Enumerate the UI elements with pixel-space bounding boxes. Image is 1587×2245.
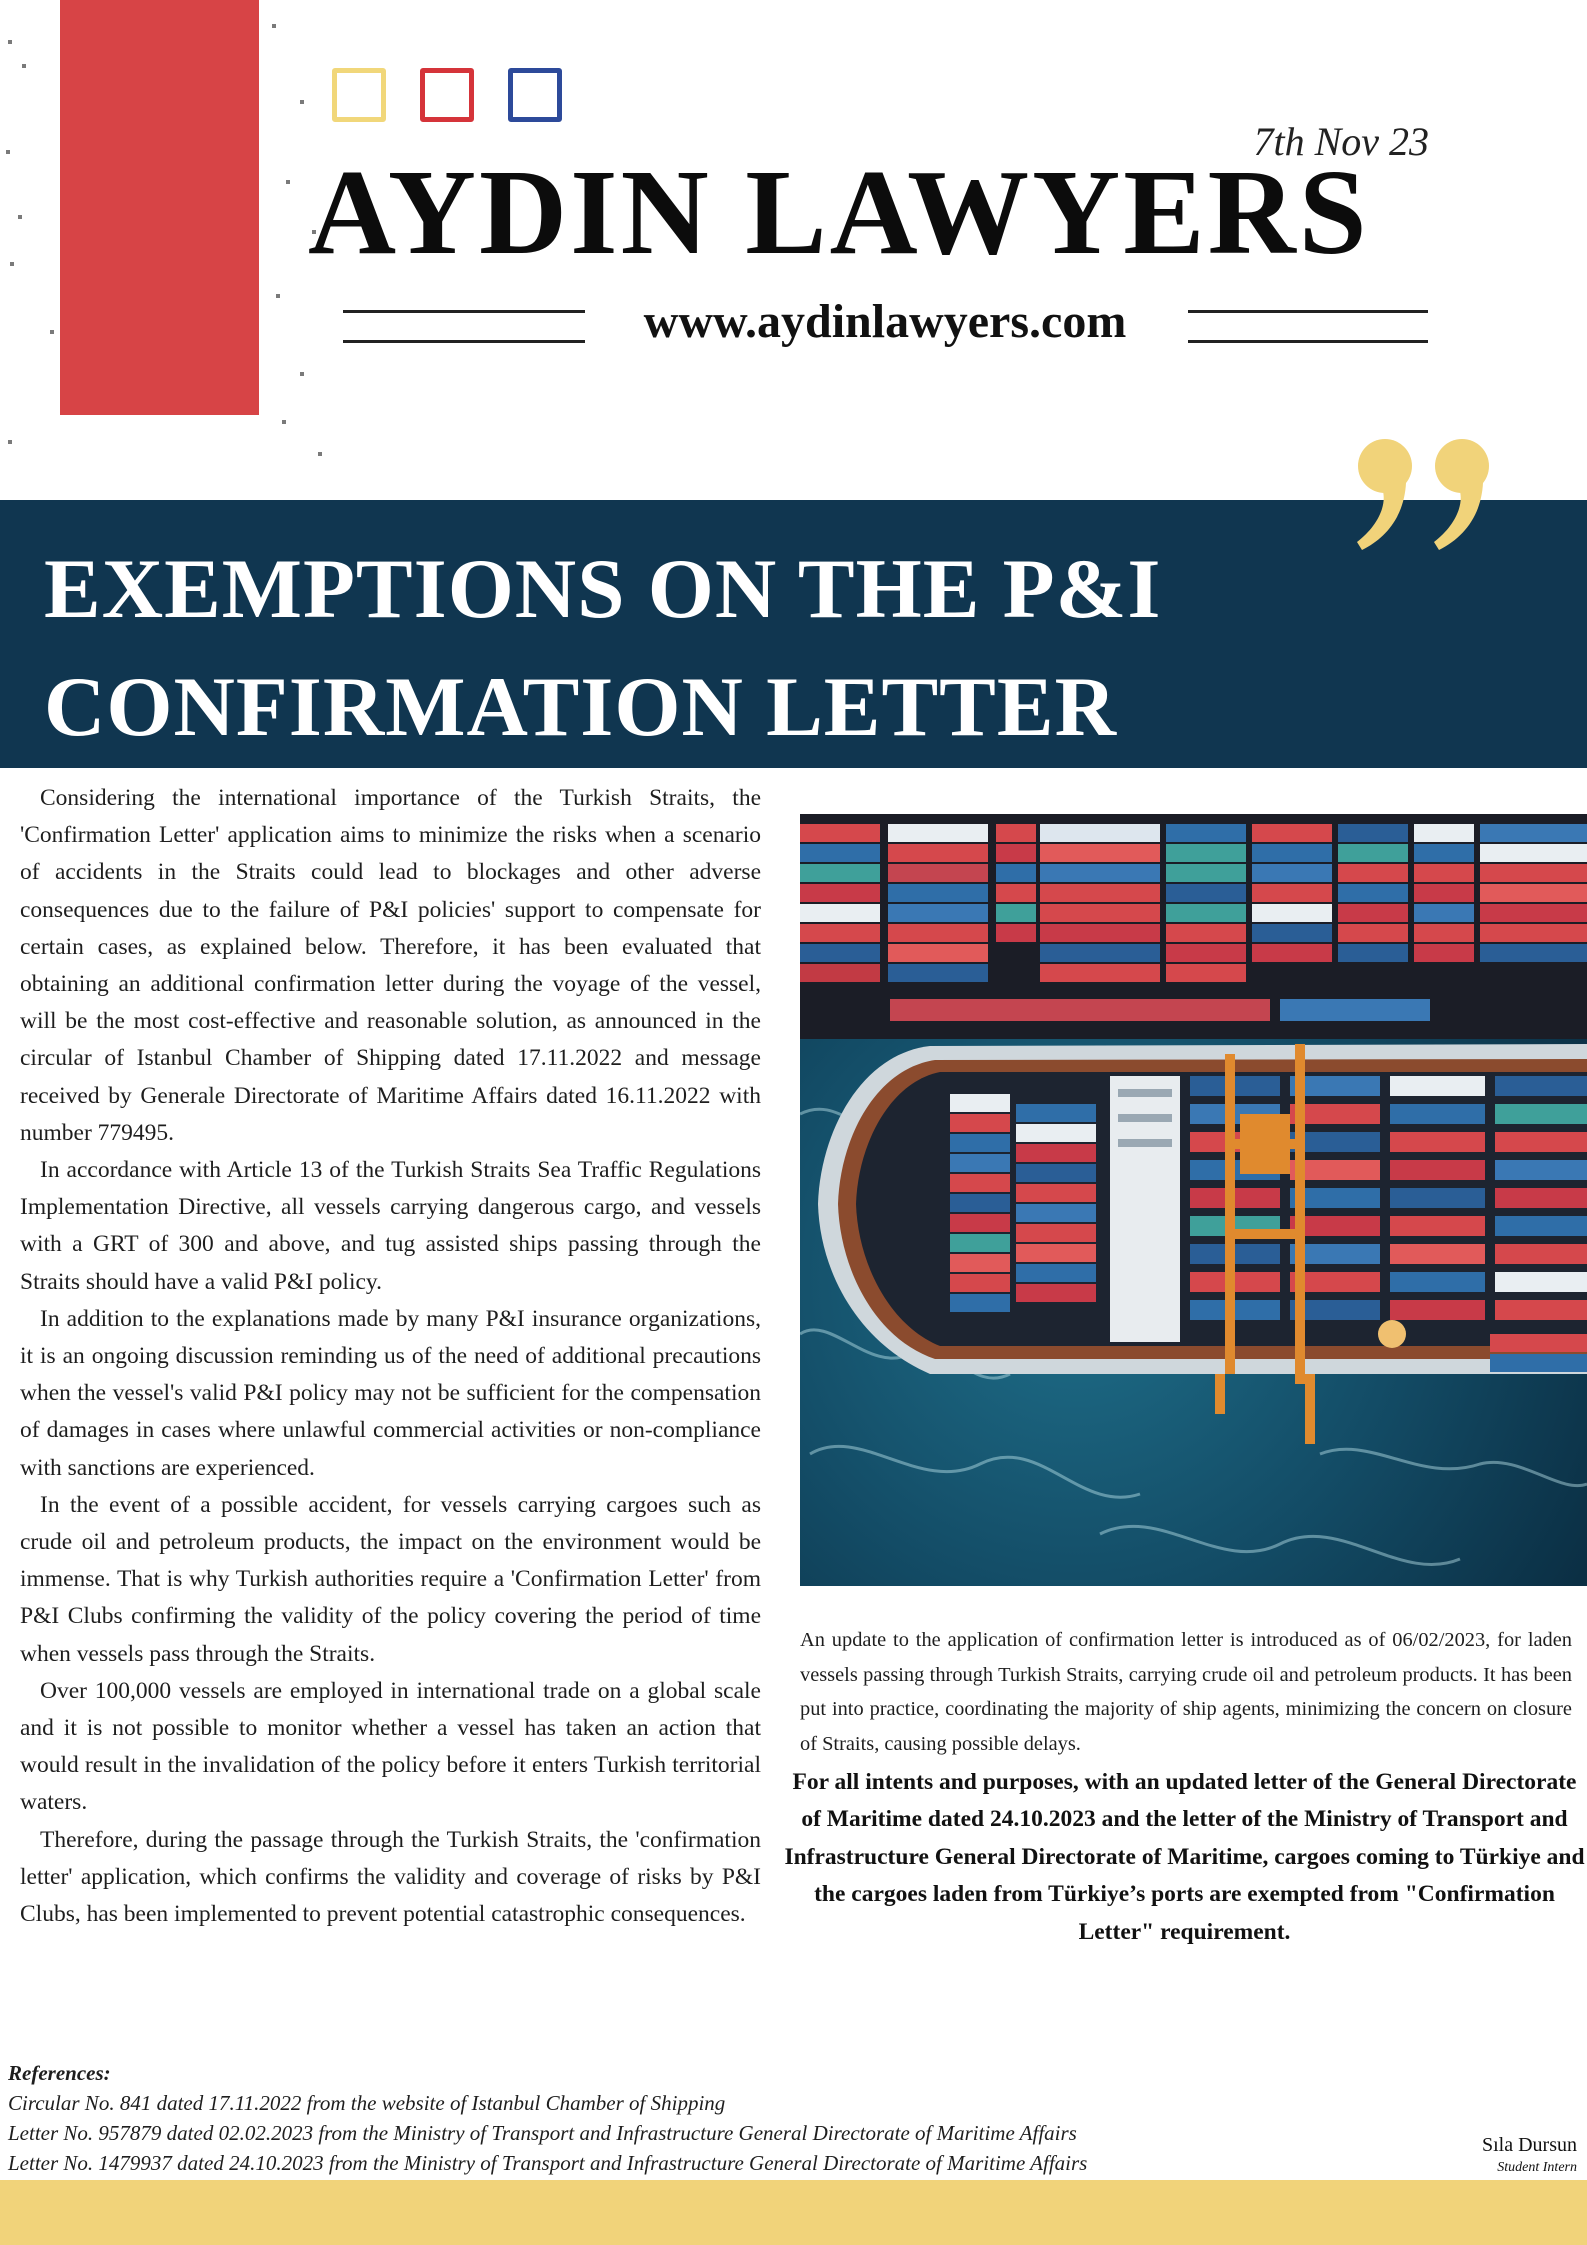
author-signature <box>1357 2132 1577 2178</box>
issue-date: 7th Nov 23 <box>1253 119 1429 164</box>
references-title: References: <box>8 2061 111 2085</box>
author-role: Student Intern <box>1497 2160 1577 2175</box>
rule-right-top <box>1188 310 1428 313</box>
article-title <box>44 530 1304 766</box>
rule-right-bottom <box>1188 340 1428 343</box>
body-paragraph-4: In the event of a possible accident, for vessels carrying cargoes such as crude oil and petroleum products, the impact on the environment would be immense. That is why Turkish authorities require a 'Confirmation Letter' from P&I Clubs confirming the validity of the policy covering the period of time when vessels pass through the Straits. <box>20 1491 761 1667</box>
article-body <box>20 780 761 1933</box>
red-square-icon <box>420 68 474 122</box>
firm-name: AYDIN LAWYERS <box>308 145 1370 280</box>
closing-quote-icon <box>1350 436 1510 556</box>
title-line-1: EXEMPTIONS ON THE P&I <box>44 542 1162 636</box>
reference-item-1: Circular No. 841 dated 17.11.2022 from the website of Istanbul Chamber of Shipping <box>8 2091 726 2115</box>
body-paragraph-5: Over 100,000 vessels are employed in international trade on a global scale and it is not possible to monitor whether a vessel has taken an action that would result in the invalidation of the policy before it enters Turkish territorial waters. <box>20 1677 761 1816</box>
title-line-2: CONFIRMATION LETTER <box>44 660 1117 754</box>
rule-left-top <box>343 310 585 313</box>
blue-square-icon <box>508 68 562 122</box>
reference-item-2: Letter No. 957879 dated 02.02.2023 from the Ministry of Transport and Infrastructure General Directorate of Maritime Affairs <box>8 2121 1077 2145</box>
website-link[interactable]: www.aydinlawyers.com <box>643 295 1127 348</box>
update-paragraph: An update to the application of confirmation letter is introduced as of 06/02/2023, for laden vessels passing through Turkish Straits, carrying crude oil and petroleum products. It has been put into practice, coordinating the majority of ship agents, minimizing the concern on closure of Straits, causing possible delays. <box>800 1629 1572 1755</box>
container-ship-photo <box>800 814 1587 1586</box>
yellow-square-icon <box>332 68 386 122</box>
footer-bar <box>0 2180 1587 2245</box>
rule-left-bottom <box>343 340 585 343</box>
body-paragraph-6: Therefore, during the passage through the Turkish Straits, the 'confirmation letter' application, which confirms the validity and coverage of risks by P&I Clubs, has been implemented to prevent potential catastrophic consequences. <box>20 1826 761 1928</box>
body-paragraph-1: Considering the international importance of the Turkish Straits, the 'Confirmation Letter' application aims to minimize the risks when a scenario of accidents in the Straits could lead to blockages and other adverse consequences due to the failure of P&I policies' support to compensate for certain cases, as explained below. Therefore, it has been evaluated that obtaining an additional confirmation letter during the voyage of the vessel, will be the most cost-effective and reasonable solution, as announced in the circular of Istanbul Chamber of Shipping dated 17.11.2022 and message received by Generale Directorate of Maritime Affairs dated 16.11.2022 with number 779495. <box>20 785 761 1146</box>
references <box>8 2058 1308 2178</box>
body-paragraph-2: In accordance with Article 13 of the Turkish Straits Sea Traffic Regulations Implementation Directive, all vessels carrying dangerous cargo, and vessels with a GRT of 300 and above, and tug assisted ships passing through the Straits should have a valid P&I policy. <box>20 1157 761 1295</box>
decorative-dots <box>0 0 330 480</box>
exemption-statement: For all intents and purposes, with an updated letter of the General Directorate of Maritime dated 24.10.2023 and the letter of the Ministry of Transport and Infrastructure General Directorate of Maritime, cargoes coming to Türkiye and the cargoes laden from Türkiye’s ports are exempted from "Confirmation Letter" requirement. <box>784 1769 1585 1945</box>
author-name: Sıla Dursun <box>1482 2134 1577 2156</box>
reference-item-3: Letter No. 1479937 dated 24.10.2023 from the Ministry of Transport and Infrastructure General Directorate of Maritime Affairs <box>8 2151 1088 2175</box>
body-paragraph-3: In addition to the explanations made by many P&I insurance organizations, it is an ongoing discussion reminding us of the need of additional precautions when the vessel's valid P&I policy may not be sufficient for the compensation of damages in cases where unlawful commercial activities or non-compliance with sanctions are experienced. <box>20 1305 761 1481</box>
